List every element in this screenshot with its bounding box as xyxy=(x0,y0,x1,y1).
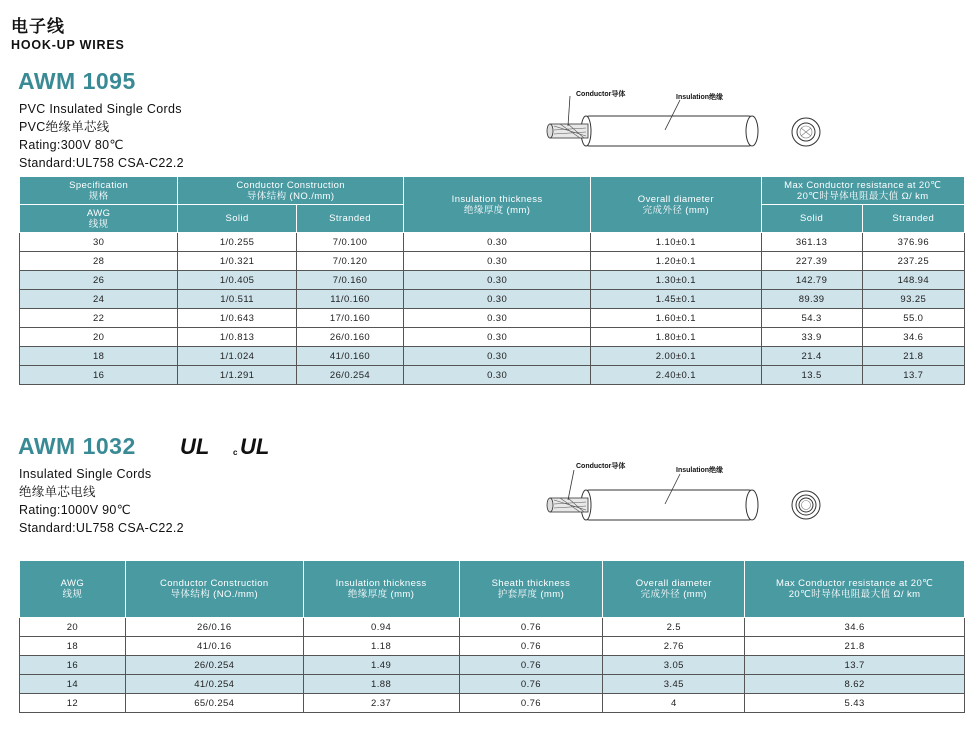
table-cell: 2.40±0.1 xyxy=(591,366,761,385)
table-cell: 12 xyxy=(20,694,126,713)
header-sheath: Sheath thickness 护套厚度 (mm) xyxy=(459,561,603,618)
category-title-cn: 电子线 xyxy=(11,17,65,36)
table-cell: 0.76 xyxy=(459,675,603,694)
table-cell: 26/0.160 xyxy=(296,328,403,347)
table-cell: 1/0.255 xyxy=(178,233,297,252)
table-row xyxy=(20,694,965,713)
table-cell: 8.62 xyxy=(745,675,965,694)
model-awm1095: AWM 1095 xyxy=(18,68,136,94)
table-cell: 0.30 xyxy=(404,366,591,385)
table-cell: 13.5 xyxy=(761,366,862,385)
table-cell: 55.0 xyxy=(862,309,964,328)
spec-table-awm1032 xyxy=(19,560,965,713)
table-cell: 1.30±0.1 xyxy=(591,271,761,290)
table-cell: 2.37 xyxy=(303,694,459,713)
table-cell: 18 xyxy=(20,347,178,366)
awm1032-standard: Standard:UL758 CSA-C22.2 xyxy=(19,521,184,535)
table-cell: 1/0.405 xyxy=(178,271,297,290)
table-cell: 21.8 xyxy=(862,347,964,366)
awm1095-standard: Standard:UL758 CSA-C22.2 xyxy=(19,156,184,170)
header-awg: AWG 线规 xyxy=(20,561,126,618)
table-cell: 21.8 xyxy=(745,637,965,656)
table-body xyxy=(20,233,965,385)
table-cell: 227.39 xyxy=(761,252,862,271)
table-cell: 1.10±0.1 xyxy=(591,233,761,252)
header-spec: Specification 规格 xyxy=(20,177,178,205)
table-cell: 4 xyxy=(603,694,745,713)
header-conductor: Conductor Construction 导体结构 (NO./mm) xyxy=(178,177,404,205)
awm1032-desc-cn: 绝缘单芯电线 xyxy=(19,485,96,499)
table-cell: 1/0.813 xyxy=(178,328,297,347)
header-overall-diameter: Overall diameter 完成外径 (mm) xyxy=(603,561,745,618)
table-cell: 26/0.16 xyxy=(125,618,303,637)
table-row xyxy=(20,233,965,252)
table-cell: 0.76 xyxy=(459,618,603,637)
table-cell: 0.94 xyxy=(303,618,459,637)
category-title-en: HOOK-UP WIRES xyxy=(11,38,125,52)
table-cell: 1.60±0.1 xyxy=(591,309,761,328)
table-cell: 0.76 xyxy=(459,637,603,656)
table-row xyxy=(20,675,965,694)
table-cell: 34.6 xyxy=(862,328,964,347)
table-cell: 376.96 xyxy=(862,233,964,252)
awm1095-info xyxy=(19,100,184,172)
cul-logo-icon xyxy=(233,434,269,459)
table-cell: 3.45 xyxy=(603,675,745,694)
table-row xyxy=(20,290,965,309)
table-cell: 0.76 xyxy=(459,694,603,713)
table-cell: 7/0.120 xyxy=(296,252,403,271)
insulation-label: Insulation绝缘 xyxy=(676,467,724,474)
table-cell: 3.05 xyxy=(603,656,745,675)
table-cell: 1.18 xyxy=(303,637,459,656)
table-cell: 361.13 xyxy=(761,233,862,252)
table-cell: 1.20±0.1 xyxy=(591,252,761,271)
table-row xyxy=(20,309,965,328)
wire-illustration xyxy=(547,470,758,520)
table-row xyxy=(20,271,965,290)
table-cell: 65/0.254 xyxy=(125,694,303,713)
header-insulation: Insulation thickness 绝缘厚度 (mm) xyxy=(303,561,459,618)
ul-logo-icon xyxy=(180,434,209,459)
svg-text:c: c xyxy=(233,448,238,457)
table-cell: 148.94 xyxy=(862,271,964,290)
table-cell: 1/1.024 xyxy=(178,347,297,366)
awm1095-rating: Rating:300V 80℃ xyxy=(19,138,124,152)
table-cell: 28 xyxy=(20,252,178,271)
table-body xyxy=(20,618,965,713)
table-cell: 26 xyxy=(20,271,178,290)
table-cell: 0.30 xyxy=(404,347,591,366)
table-row xyxy=(20,328,965,347)
table-cell: 1/0.643 xyxy=(178,309,297,328)
table-cell: 89.39 xyxy=(761,290,862,309)
wire-cross-section xyxy=(792,491,820,519)
table-cell: 11/0.160 xyxy=(296,290,403,309)
table-cell: 7/0.100 xyxy=(296,233,403,252)
table-cell: 0.30 xyxy=(404,309,591,328)
header-res-stranded: Stranded xyxy=(862,205,964,233)
table-cell: 0.30 xyxy=(404,271,591,290)
table-cell: 34.6 xyxy=(745,618,965,637)
awm1095-desc-cn: PVC绝缘单芯线 xyxy=(19,120,110,134)
table-cell: 2.5 xyxy=(603,618,745,637)
table-row xyxy=(20,637,965,656)
ul-certification-marks xyxy=(178,434,278,460)
wire-diagram-1095 xyxy=(540,86,830,156)
table-cell: 41/0.254 xyxy=(125,675,303,694)
table-row xyxy=(20,618,965,637)
table-cell: 18 xyxy=(20,637,126,656)
table-cell: 13.7 xyxy=(745,656,965,675)
table-cell: 21.4 xyxy=(761,347,862,366)
wire-cross-section xyxy=(792,118,820,146)
table-cell: 26/0.254 xyxy=(125,656,303,675)
table-cell: 14 xyxy=(20,675,126,694)
table-cell: 1.49 xyxy=(303,656,459,675)
header-insulation: Insulation thickness 绝缘厚度 (mm) xyxy=(404,177,591,233)
table-cell: 1.88 xyxy=(303,675,459,694)
header-solid: Solid xyxy=(178,205,297,233)
awm1032-desc-en: Insulated Single Cords xyxy=(19,467,152,481)
table-cell: 41/0.160 xyxy=(296,347,403,366)
header-resistance: Max Conductor resistance at 20℃ 20℃时导体电阻最大值 Ω/ km xyxy=(761,177,964,205)
table-cell: 16 xyxy=(20,366,178,385)
header-overall-diameter: Overall diameter 完成外径 (mm) xyxy=(591,177,761,233)
table-cell: 0.30 xyxy=(404,252,591,271)
table-cell: 1/0.321 xyxy=(178,252,297,271)
svg-text:UL: UL xyxy=(180,434,210,459)
table-cell: 0.30 xyxy=(404,233,591,252)
table-cell: 54.3 xyxy=(761,309,862,328)
table-cell: 142.79 xyxy=(761,271,862,290)
table-cell: 1/0.511 xyxy=(178,290,297,309)
table-cell: 0.76 xyxy=(459,656,603,675)
table-cell: 0.30 xyxy=(404,290,591,309)
insulation-label: Insulation绝缘 xyxy=(676,94,724,101)
header-conductor: Conductor Construction 导体结构 (NO./mm) xyxy=(125,561,303,618)
table-cell: 26/0.254 xyxy=(296,366,403,385)
wire-illustration xyxy=(547,96,758,146)
conductor-label: Conductor导体 xyxy=(576,463,626,470)
header-res-solid: Solid xyxy=(761,205,862,233)
conductor-label: Conductor导体 xyxy=(576,91,626,98)
table-cell: 5.43 xyxy=(745,694,965,713)
table-row xyxy=(20,347,965,366)
table-cell: 33.9 xyxy=(761,328,862,347)
header-stranded: Stranded xyxy=(296,205,403,233)
table-row xyxy=(20,252,965,271)
header-resistance: Max Conductor resistance at 20℃ 20℃时导体电阻最大值 Ω/ km xyxy=(745,561,965,618)
table-cell: 13.7 xyxy=(862,366,964,385)
table-cell: 17/0.160 xyxy=(296,309,403,328)
table-cell: 93.25 xyxy=(862,290,964,309)
svg-text:UL: UL xyxy=(240,434,270,459)
table-cell: 237.25 xyxy=(862,252,964,271)
model-awm1032: AWM 1032 xyxy=(18,433,136,459)
spec-table-awm1095 xyxy=(19,176,965,385)
table-row xyxy=(20,656,965,675)
table-cell: 20 xyxy=(20,618,126,637)
table-row xyxy=(20,366,965,385)
table-cell: 30 xyxy=(20,233,178,252)
awm1095-desc-en: PVC Insulated Single Cords xyxy=(19,102,182,116)
table-cell: 0.30 xyxy=(404,328,591,347)
table-cell: 22 xyxy=(20,309,178,328)
table-cell: 1.45±0.1 xyxy=(591,290,761,309)
table-cell: 7/0.160 xyxy=(296,271,403,290)
header-awg: AWG 线规 xyxy=(20,205,178,233)
table-cell: 1.80±0.1 xyxy=(591,328,761,347)
awm1032-info xyxy=(19,465,184,537)
wire-diagram-1032 xyxy=(540,458,830,528)
table-cell: 2.76 xyxy=(603,637,745,656)
table-cell: 24 xyxy=(20,290,178,309)
table-cell: 20 xyxy=(20,328,178,347)
awm1032-rating: Rating:1000V 90℃ xyxy=(19,503,131,517)
table-cell: 1/1.291 xyxy=(178,366,297,385)
table-cell: 41/0.16 xyxy=(125,637,303,656)
table-cell: 16 xyxy=(20,656,126,675)
table-cell: 2.00±0.1 xyxy=(591,347,761,366)
